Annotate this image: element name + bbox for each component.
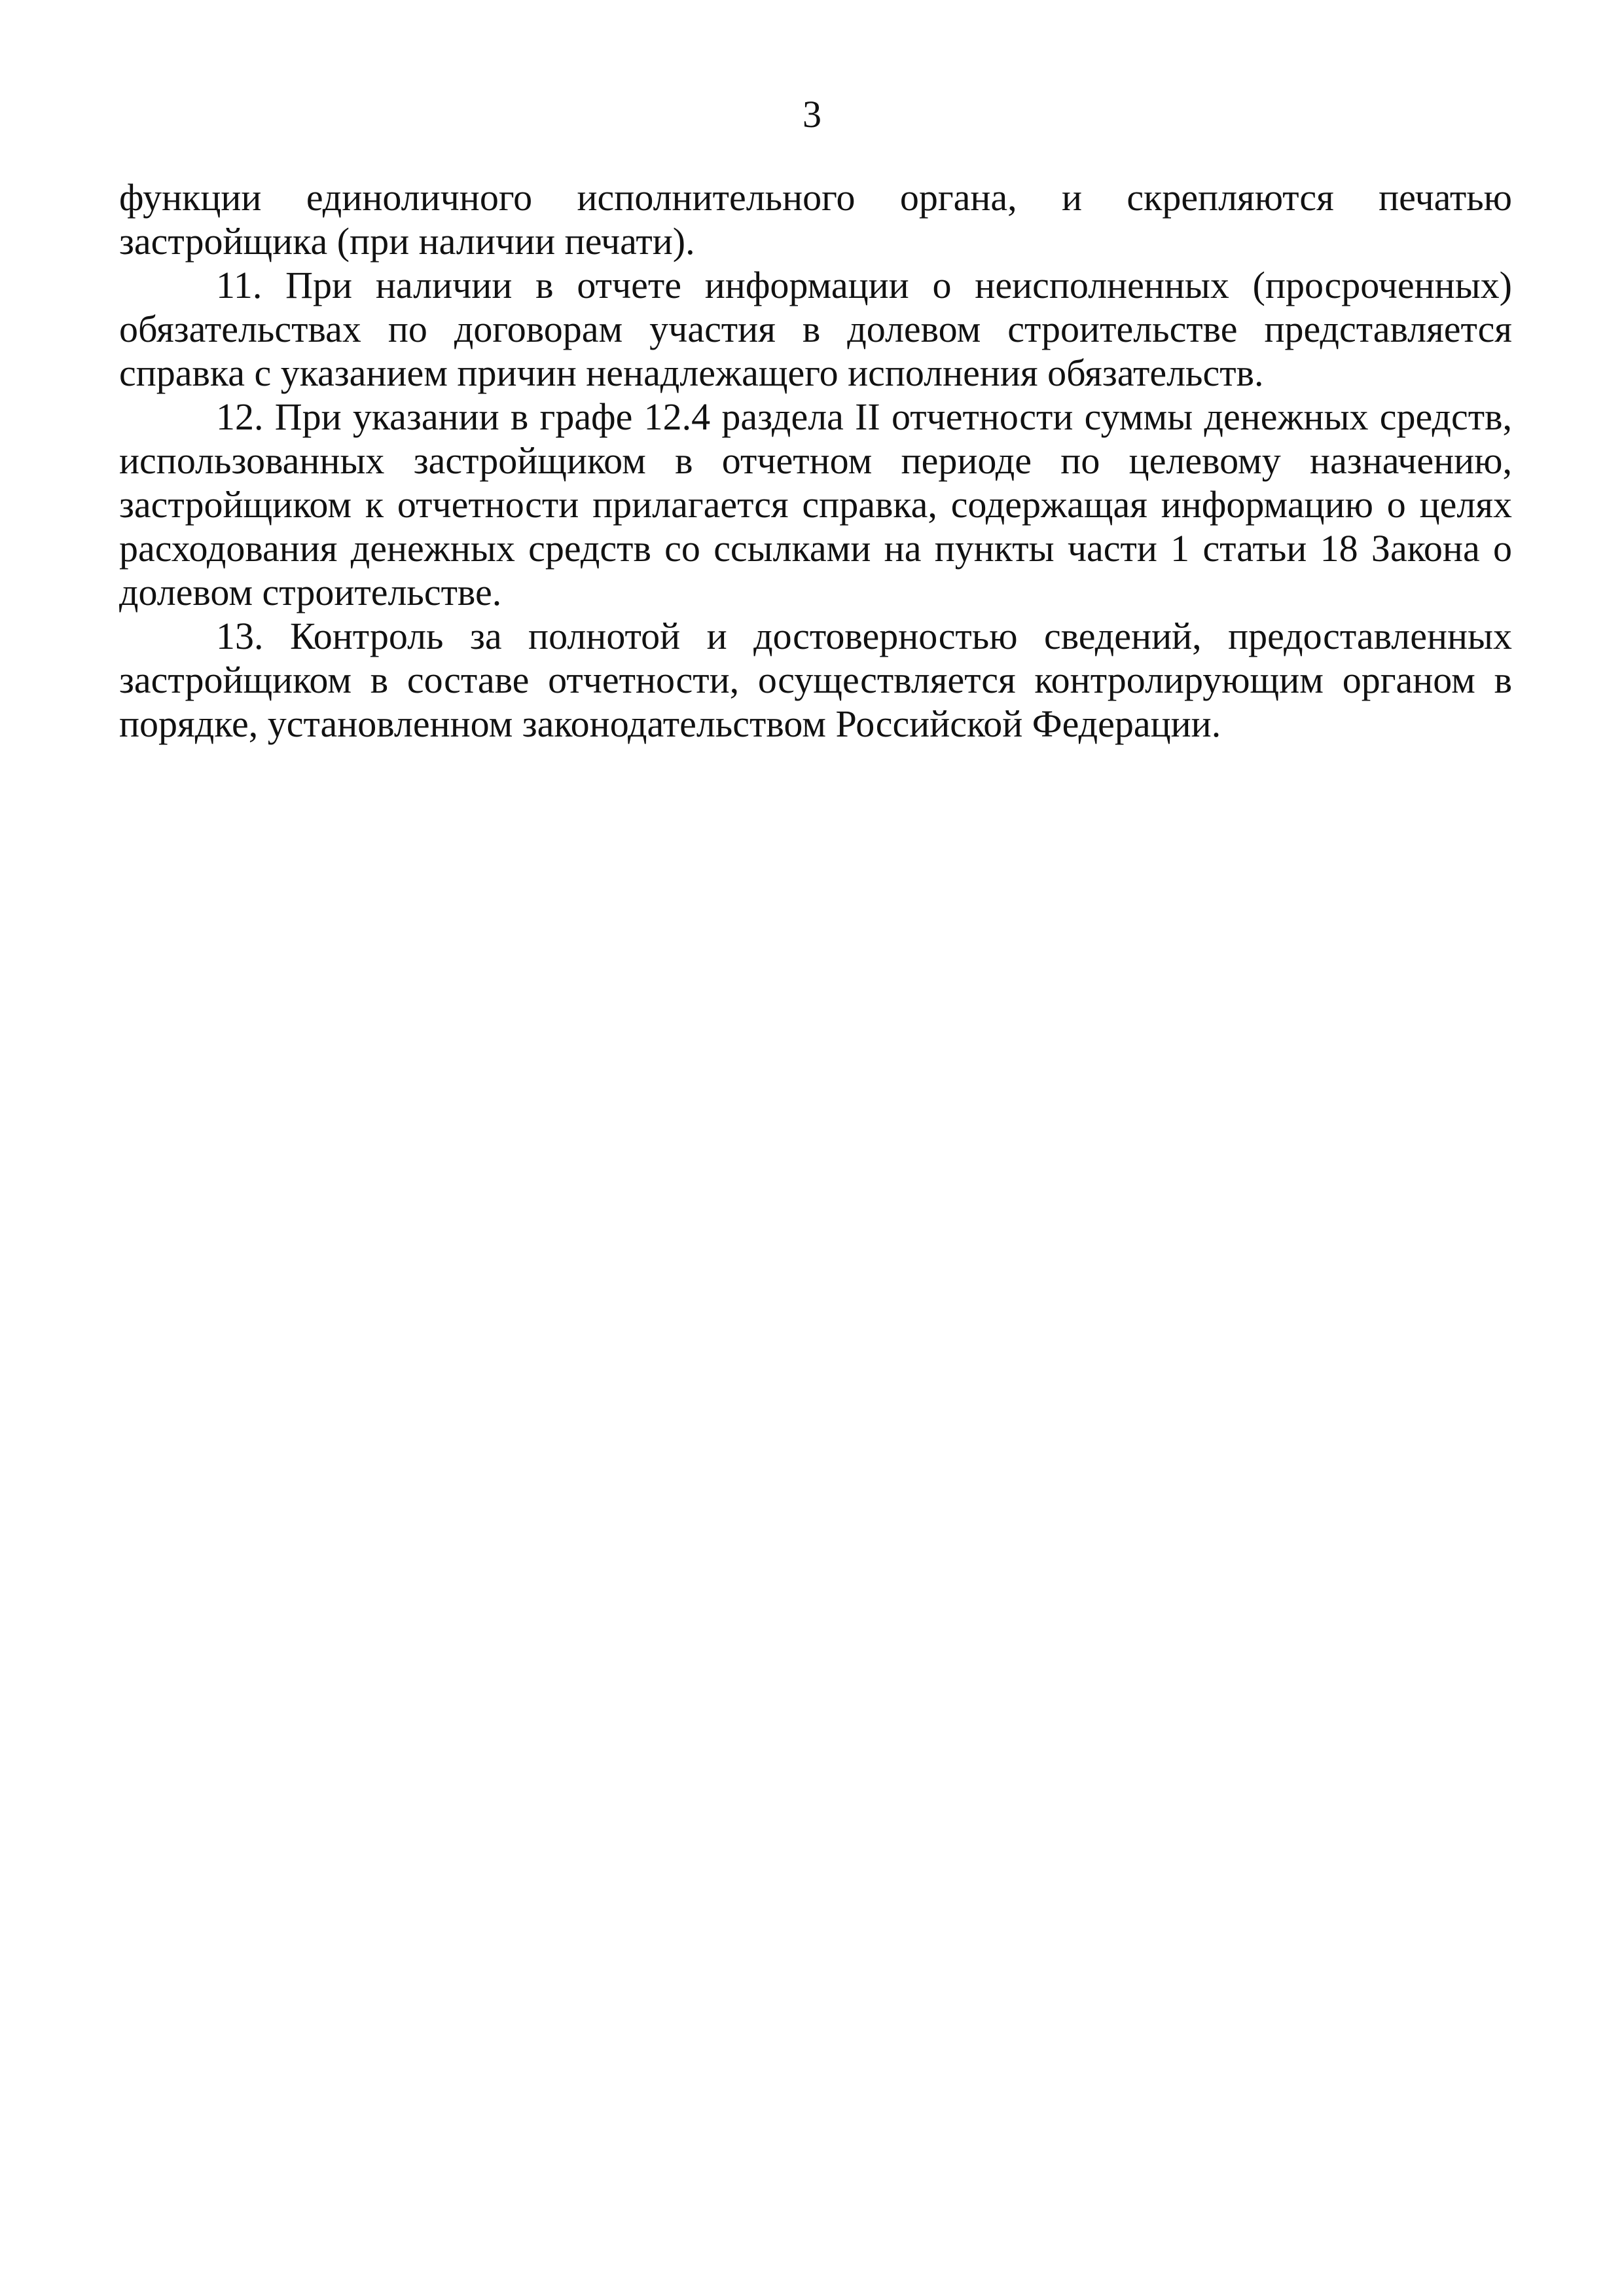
paragraph-12: 12. При указании в графе 12.4 раздела II отчетности суммы денежных средств, использованных застройщиком в отчетном периоде по целевому назначению, застройщиком к отчетности прилагается справка, содержащая информацию о целях расходования денежных средств со ссылками на пункты части 1 статьи 18 Закона о долевом строительстве. bbox=[119, 395, 1512, 613]
document-body bbox=[119, 175, 1512, 746]
paragraph-continuation: функции единоличного исполнительного органа, и скрепляются печатью застройщика (при наличии печати). bbox=[119, 176, 1512, 263]
paragraph-13: 13. Контроль за полнотой и достоверностью сведений, предоставленных застройщиком в составе отчетности, осуществляется контролирующим органом в порядке, установленном законодательством Российской Федерации. bbox=[119, 615, 1512, 745]
paragraph-11: 11. При наличии в отчете информации о неисполненных (просроченных) обязательствах по договорам участия в долевом строительстве представляется справка с указанием причин ненадлежащего исполнения обязательств. bbox=[119, 264, 1512, 394]
page-number: 3 bbox=[803, 93, 821, 136]
